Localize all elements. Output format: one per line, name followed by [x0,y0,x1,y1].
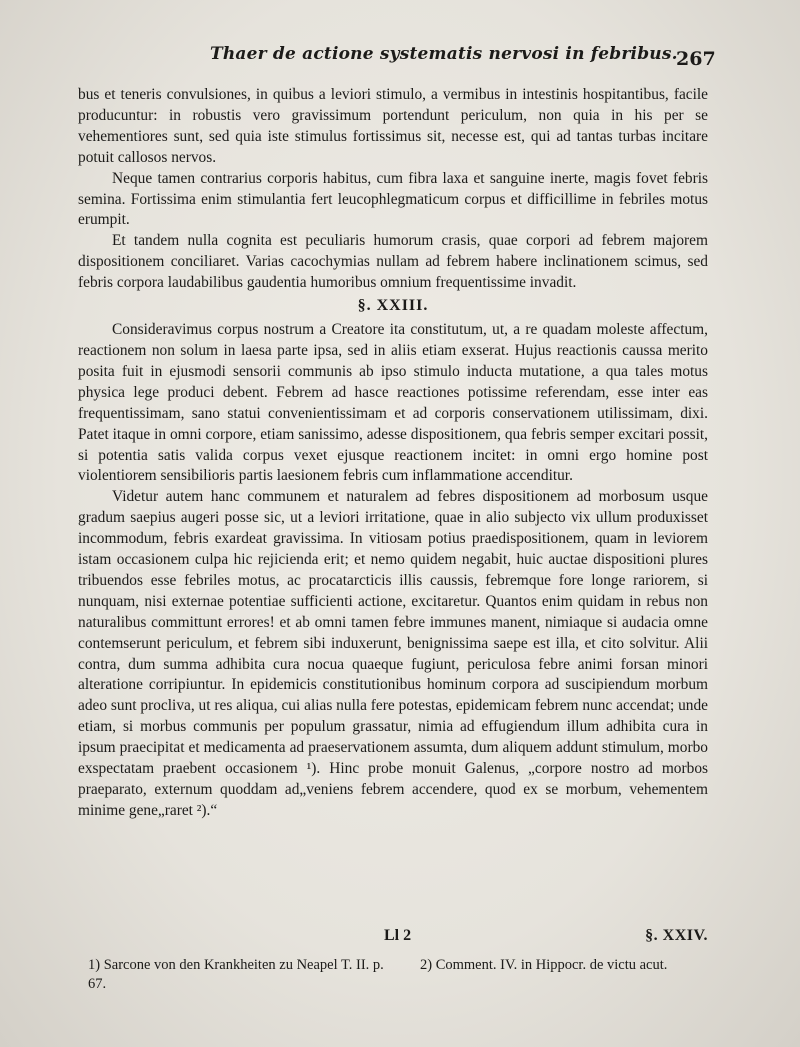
catchword: §. XXIV. [645,927,708,944]
footnote-1: 1) Sarcone von den Krankheiten zu Neapel T. II. p. 67. [88,957,384,992]
paragraph-continued: bus et teneris convulsiones, in quibus a leviori stimulo, a vermibus in intestinis hospitantibus, facile producuntur: in robustis vero gravissimum portendunt periculum, non quia in his per se vehementiores sunt, sed quia iste stimulus fortissimus sit, necesse est, qui ad tantas turbas incitare potuit callosos nervos. [78,86,708,166]
page-header [0,44,800,74]
paragraph: Consideravimus corpus nostrum a Creatore ita constitutum, ut, a re quadam moleste affectum, reactionem non solum in laesa parte ipsa, sed in aliis etiam exserat. Hujus reactionis caussa merito posita fuit in ejusmodi sensorii communis ab ipso stimulo inducta mutatione, a qua tales motus physica lege produci debent. Febrem ad hasce reactiones potissime referendam, esse inter eas frequentissimam, sano statui convenientissimam et ad corporis conservationem utilissimam, dixi. Patet itaque in omni corpore, etiam sanissimo, adesse dispositionem, qua febris semper excitari possit, si potentia satis valida corpus vexet ejusque reactionem incitet: in omni ergo homine post violentiorem sensibilioris partis laesionem febris cum inflammatione accenditur. [78,321,708,485]
main-text [78,85,708,822]
footnote-2: 2) Comment. IV. in Hippocr. de victu acut. [420,957,668,973]
page-number: 267 [676,48,716,70]
signature-row [78,927,708,951]
paragraph: Videtur autem hanc communem et naturalem ad febres dispositionem ad morbosum usque gradum saepius augeri posse sic, ut a leviori irritatione, quae in alio subjecto vix ullum produxisset incommodum, febris exardeat gravissima. In vitiosam potius praedispositionem, quam in leviorem istam occasionem culpa hic rejicienda erit; et nemo quidem negabit, huic auctae dispositioni plures tribuendos esse febriles motus, ac procatarcticis illis caussis, febremque fore longe rariorem, si nunquam, nisi externae potentiae sufficienti actione, excitaretur. Quantos enim quidam in rebus non naturalibus committunt errores! et ab omni tamen febre immunes manent, nimiaque si audacia omne contemserunt periculum, et febrem sibi induxerunt, benignissima saepe est illa, et cito solvitur. Alii contra, dum summa adhibita cura nocua quaeque fugiunt, periculosa febre animi forsan minori alteratione corripiuntur. In epidemicis constitutionibus hominum corpora ad suscipiendum morbum adeo sunt procliva, ut res aliqua, cui alias nulla fere potestas, epidemicam febrem nunc accendat; unde etiam, si morbus communis per populum grassatur, nimia ad effugiendum illum adhibita cura in ipsum praecipitat et medicamenta ad praeservationem assumta, dum aliquem addunt stimulum, morbo exspectatam praebent occasionem ¹). Hinc probe monuit Galenus, „corpore nostro ad morbos praeparato, externum quoddam ad„veniens febrem accendere, quod ex se morbum, vehementem minime gene„raret ²).“ [78,488,708,819]
paragraph: Neque tamen contrarius corporis habitus, cum fibra laxa et sanguine inerte, magis fovet febris semina. Fortissima enim stimulantia fert leucophlegmaticum corpus et difficillime in febriles motus erumpit. [78,169,708,229]
running-head: Thaer de actione systematis nervosi in febribus. [210,44,678,64]
paragraph: Et tandem nulla cognita est peculiaris humorum crasis, quae corpori ad febrem majorem dispositionem conciliaret. Varias cacochymias nullam ad febrem habere inclinationem scimus, sed febris corpora laudabilibus gaudentia humoribus omnium frequentissime invadit. [78,232,708,292]
signature-mark: Ll 2 [384,927,412,944]
section-heading: §. XXIII. [357,297,429,315]
